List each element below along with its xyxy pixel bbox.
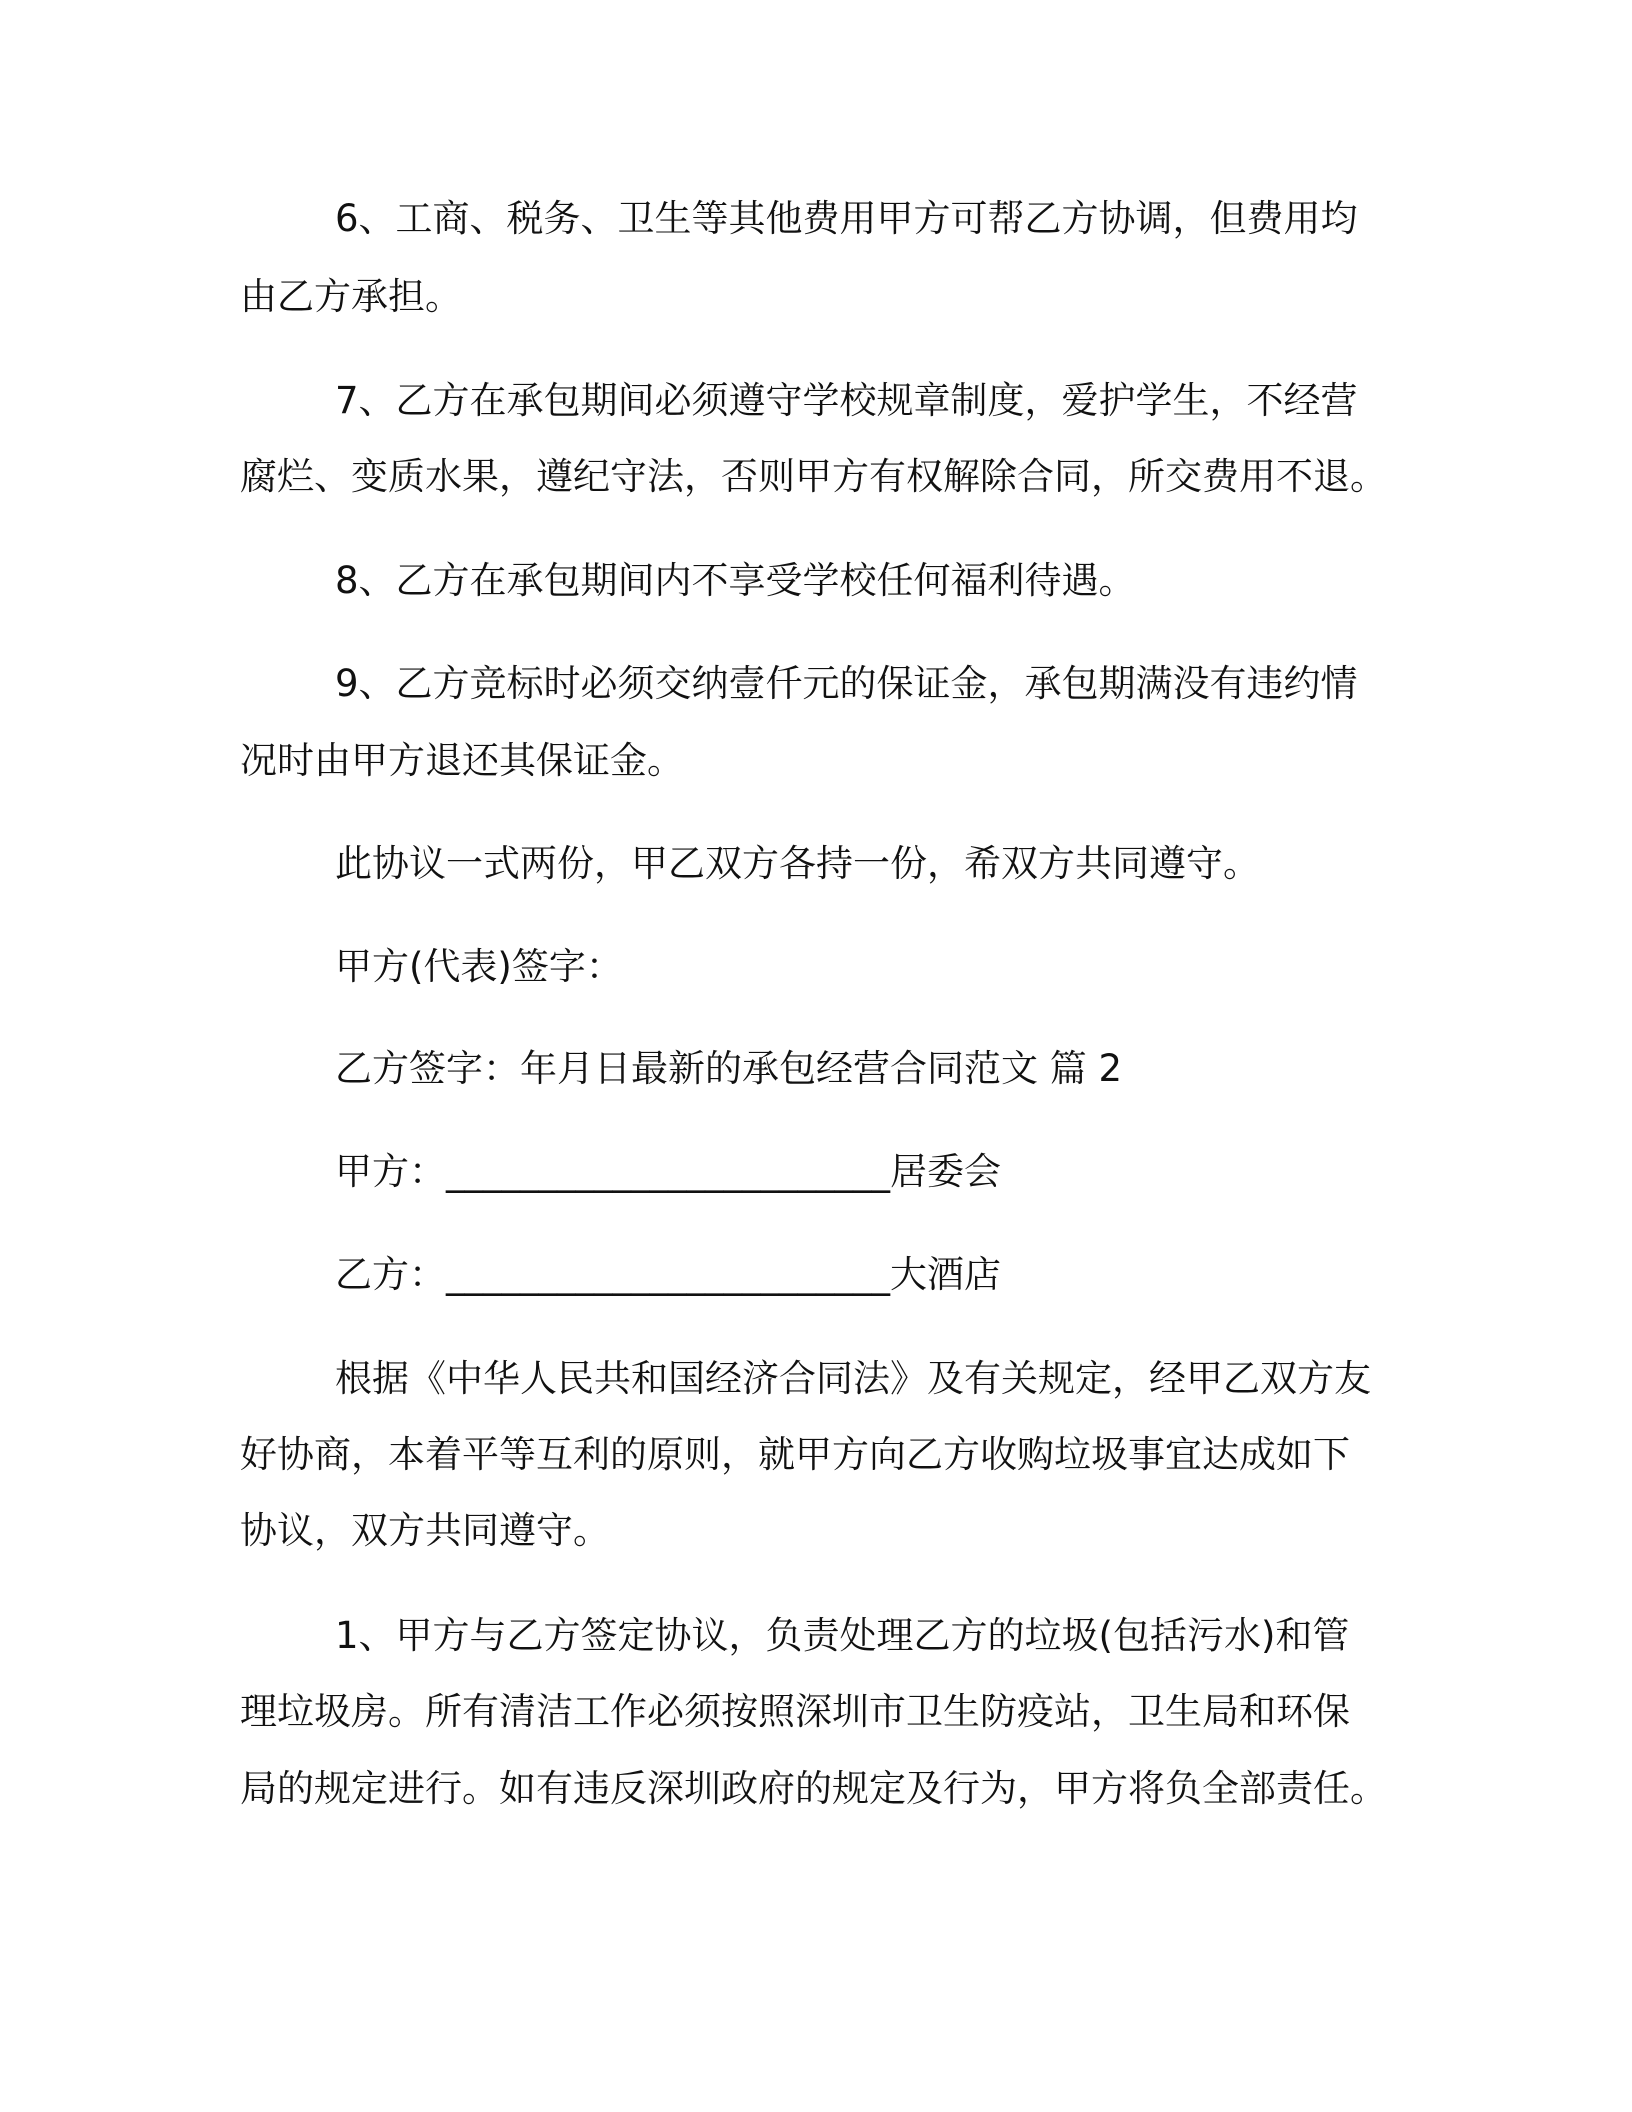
clause-7-line-2: 腐烂、变质水果，遵纪守法，否则甲方有权解除合同，所交费用不退。 [240,455,1387,498]
clause-7-line-1: 7、乙方在承包期间必须遵守学校规章制度，爱护学生，不经营 [335,379,1358,422]
preamble-line-1: 根据《中华人民共和国经济合同法》及有关规定，经甲乙双方友 [335,1357,1371,1400]
clause-1-line-2: 理垃圾房。所有清洁工作必须按照深圳市卫生防疫站，卫生局和环保 [240,1690,1350,1733]
clause-9-line-1: 9、乙方竞标时必须交纳壹仟元的保证金，承包期满没有违约情 [335,662,1358,705]
preamble-line-2: 好协商，本着平等互利的原则，就甲方向乙方收购垃圾事宜达成如下 [240,1433,1350,1476]
clause-6-line-1: 6、工商、税务、卫生等其他费用甲方可帮乙方协调，但费用均 [335,197,1358,240]
clause-1-line-3: 局的规定进行。如有违反深圳政府的规定及行为，甲方将负全部责任。 [240,1767,1387,1810]
party-b-line: 乙方：________________________大酒店 [335,1253,1001,1296]
clause-1-line-1: 1、甲方与乙方签定协议，负责处理乙方的垃圾(包括污水)和管 [335,1614,1350,1657]
party-b-signature: 乙方签字：年月日最新的承包经营合同范文 篇 2 [335,1047,1123,1090]
party-a-signature: 甲方(代表)签字： [335,945,623,988]
clause-6-line-2: 由乙方承担。 [240,275,462,318]
clause-8-line: 8、乙方在承包期间内不享受学校任何福利待遇。 [335,559,1136,602]
clause-9-line-2: 况时由甲方退还其保证金。 [240,739,684,782]
preamble-line-3: 协议，双方共同遵守。 [240,1509,610,1552]
copies-statement: 此协议一式两份，甲乙双方各持一份，希双方共同遵守。 [335,842,1260,885]
party-a-line: 甲方：________________________居委会 [335,1150,1001,1193]
